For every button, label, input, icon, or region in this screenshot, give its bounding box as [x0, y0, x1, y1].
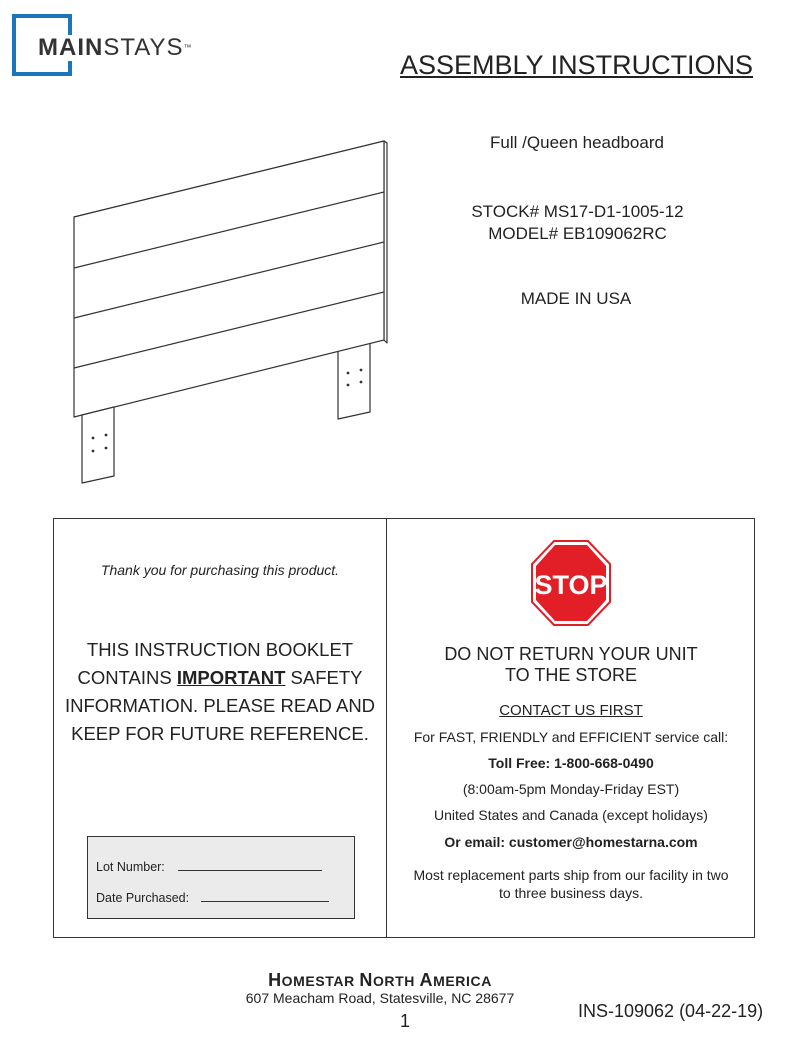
right-leg: [338, 343, 370, 419]
do-not-return-notice: [387, 644, 755, 686]
made-in: MADE IN USA: [520, 289, 632, 308]
shipping-note: [387, 866, 755, 902]
service-call-text: For FAST, FRIENDLY and EFFICIENT service call:: [413, 729, 729, 745]
model-number: MODEL# EB109062RC: [488, 224, 667, 243]
support-email: Or email: customer@homestarna.com: [444, 834, 698, 850]
dnr-line-2: TO THE STORE: [504, 665, 638, 685]
service-hours: (8:00am-5pm Monday-Friday EST): [462, 781, 680, 797]
company-address: 607 Meacham Road, Statesville, NC 28677: [245, 990, 515, 1006]
date-purchased-line: [201, 889, 329, 902]
product-codes: [455, 201, 700, 245]
toll-free-number: Toll Free: 1-800-668-0490: [488, 755, 654, 771]
important-emphasis: IMPORTANT: [176, 667, 286, 688]
document-id: INS-109062 (04-22-19): [578, 1001, 764, 1021]
service-regions: United States and Canada (except holidays): [434, 807, 708, 823]
dnr-line-1: DO NOT RETURN YOUR UNIT: [444, 644, 698, 664]
date-purchased-label: Date Purchased:: [96, 891, 190, 905]
thank-you-note: Thank you for purchasing this product.: [100, 562, 340, 578]
brand-logo: MAINSTAYS™: [36, 35, 194, 61]
lot-number-row: [96, 858, 322, 874]
shipping-line-2: to three business days.: [499, 885, 643, 901]
date-purchased-row: [96, 889, 329, 905]
company-name: HOMESTAR NORTH AMERICA: [268, 970, 492, 990]
contact-heading: CONTACT US FIRST: [499, 702, 643, 719]
product-name: Full /Queen headboard: [490, 133, 664, 152]
stock-number: STOCK# MS17-D1-1005-12: [471, 202, 684, 221]
stop-sign-text: STOP: [534, 570, 608, 600]
left-leg: [82, 407, 114, 483]
lot-info-box: [87, 836, 355, 919]
shipping-line-1: Most replacement parts ship from our facility in two: [413, 867, 729, 883]
lot-number-label: Lot Number:: [96, 860, 165, 874]
page-number: 1: [400, 1011, 411, 1031]
page-title: ASSEMBLY INSTRUCTIONS: [400, 50, 754, 80]
safety-notice: THIS INSTRUCTION BOOKLET CONTAINS IMPORTANT SAFETY INFORMATION. PLEASE READ AND KEEP FOR FUTURE REFERENCE.: [64, 639, 376, 744]
stop-sign-icon: [531, 540, 611, 626]
headboard-illustration: [60, 130, 400, 490]
lot-number-line: [178, 858, 322, 871]
